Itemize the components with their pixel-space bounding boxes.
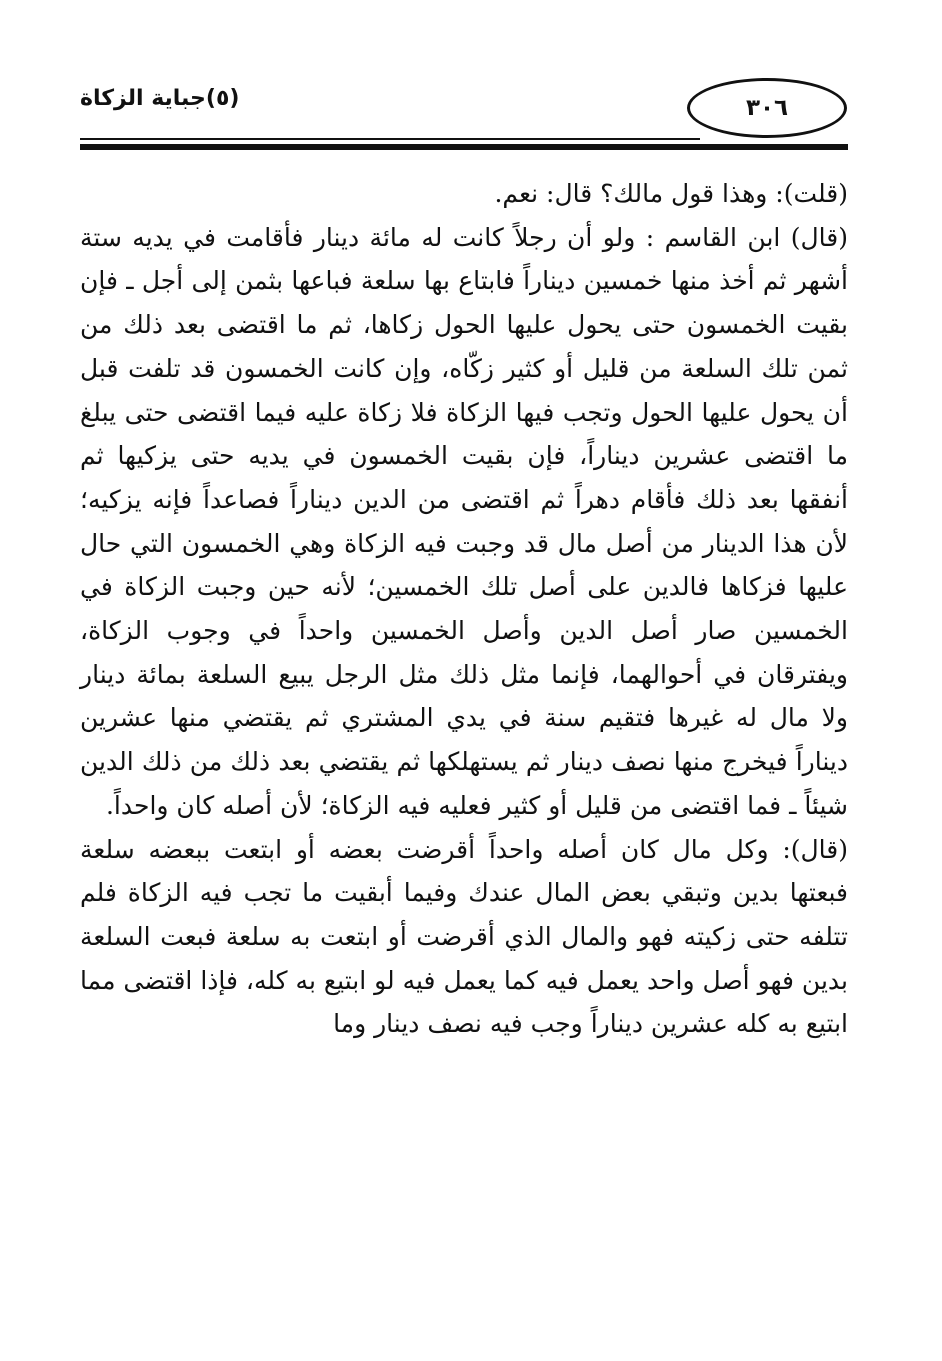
paragraph-3: (قال): وكل مال كان أصله واحداً أقرضت بعضه أو ابتعت ببعضه سلعة فبعتها بدين وتبقي بعض المال عندك وفيما أبقيت ما تجب فيه الزكاة فلم تتلفه حتى زكيته فهو والمال الذي أقرضت أو ابتعت به سلعة فبعت السلعة بدين فهو أصل واحد يعمل فيه كما يعمل فيه لو ابتيع به كله، فإذا اقتضى مما ابتيع به كله عشرين ديناراً وجب فيه نصف دينار وما — [80, 834, 848, 1039]
header-thin-rule — [80, 138, 700, 140]
paragraph-1: (قلت): وهذا قول مالك؟ قال: نعم. — [494, 179, 848, 208]
page-number: ٣٠٦ — [745, 95, 789, 121]
running-title: (٥)جباية الزكاة — [80, 86, 240, 111]
paragraph-2: (قال) ابن القاسم : ولو أن رجلاً كانت له مائة دينار فأقامت في يديه ستة أشهر ثم أخذ منها خمسين ديناراً فابتاع بها سلعة فباعها بثمن إلى أجل ـ فإن بقيت الخمسون حتى يحول عليها الحول زكاها، ثم ما اقتضى بعد ذلك من ثمن تلك السلعة من قليل أو كثير زكّاه، وإن كانت الخمسون قد تلفت قبل أن يحول عليها الحول وتجب فيها الزكاة فلا زكاة عليه فيما اقتضى حتى يبلغ ما اقتضى عشرين ديناراً، فإن بقيت الخمسون في يديه حتى يزكيها ثم أنفقها بعد ذلك فأقام دهراً ثم اقتضى من الدين ديناراً فصاعداً فإنه يزكيه؛ لأن هذا الدينار من أصل مال قد وجبت فيه الزكاة وهي الخمسون التي حال عليها فزكاها فالدين على أصل تلك الخمسين؛ لأنه حين وجبت الزكاة في الخمسين صار أصل الدين وأصل الخمسين واحداً في وجوب الزكاة، ويفترقان في أحوالهما، فإنما مثل ذلك مثل الرجل يبيع السلعة بمائة دينار ولا مال له غيرها فتقيم سنة في يدي المشتري ثم يقتضي منها عشرين ديناراً فيخرج منها نصف دينار ثم يستهلكها ثم يقتضي بعد ذلك من ذلك الدين شيئاً ـ فما اقتضى من قليل أو كثير فعليه فيه الزكاة؛ لأن أصله كان واحداً. — [80, 222, 848, 820]
page-header — [80, 78, 848, 150]
header-thick-rule — [80, 144, 848, 150]
page-body — [80, 172, 848, 1046]
page-number-oval — [687, 78, 847, 138]
